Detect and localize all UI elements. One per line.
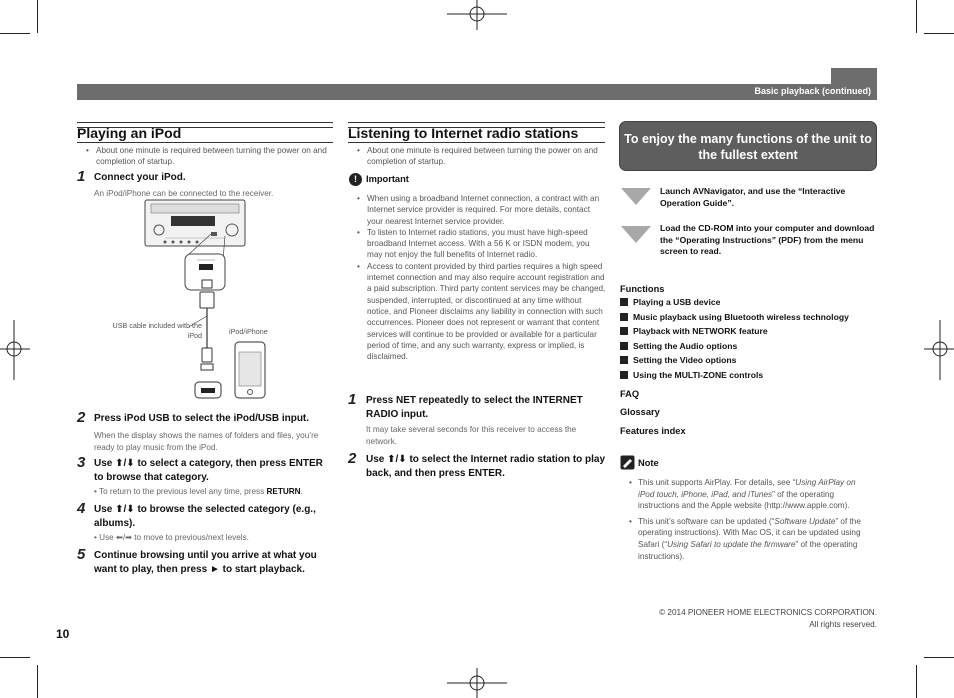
step-desc: An iPod/iPhone can be connected to the receiver. (94, 189, 274, 198)
left-right-arrows-icon: ⬅/➡ (116, 533, 132, 542)
step-text (94, 457, 332, 484)
functions-label: Functions (620, 284, 665, 294)
step-text-part: to browse the selected category (e.g., albums). (94, 504, 316, 529)
step-number: 2 (348, 450, 357, 467)
note-icon (620, 455, 635, 470)
function-item: Music playback using Bluetooth wireless technology (620, 310, 876, 325)
copyright-text: © 2014 PIONEER HOME ELECTRONICS CORPORATION. (659, 608, 877, 617)
header-band (77, 84, 877, 100)
header-tab (831, 68, 877, 85)
step-text-part: Use (94, 458, 113, 469)
step-text (366, 453, 606, 480)
note-item (629, 516, 873, 562)
arrow-down-icon (621, 188, 651, 205)
note-item (629, 477, 873, 512)
up-down-arrows-icon: ⬆/⬇ (115, 458, 135, 469)
step-desc-part: Use (99, 533, 114, 542)
note-text-italic: Using AirPlay on iPod touch, iPhone, iPad, and iTunes (638, 478, 856, 499)
features-index-label: Features index (620, 426, 686, 436)
function-item: Playing a USB device (620, 295, 876, 310)
step-number: 1 (77, 168, 86, 185)
step-desc: When the display shows the names of folders and files, you’re ready to play music from the iPod. (94, 431, 319, 452)
ipod-label: iPod/iPhone (229, 327, 268, 336)
step-text (94, 503, 334, 530)
important-label: Important (366, 174, 409, 184)
note-text-italic: Software Update (774, 516, 836, 526)
crop-mark (916, 0, 917, 33)
crop-mark (0, 657, 30, 658)
intro-text: • About one minute is required between turning the power on and completion of startup. (86, 145, 331, 168)
enjoy-item: Launch AVNavigator, and use the “Interactive Operation Guide”. (660, 186, 846, 208)
intro-text: • About one minute is required between turning the power on and completion of startup. (357, 145, 603, 168)
enjoy-banner (620, 122, 876, 170)
step-text-part: Use (94, 504, 113, 515)
function-item: Setting the Video options (620, 353, 876, 368)
crop-mark (0, 33, 30, 34)
important-icon: ! (349, 173, 362, 186)
step-desc-part: . (300, 487, 303, 496)
glossary-label: Glossary (620, 407, 660, 417)
enjoy-item: Load the CD-ROM into your computer and download the “Operating Instructions” (PDF) from the menu screen to read. (660, 223, 875, 256)
up-down-arrows-icon: ⬆/⬇ (387, 454, 407, 465)
important-item: • When using a broadband Internet connection, a contract with an Internet service provider is required. For more details, contact your nearest Internet service provider. (357, 193, 607, 227)
step-text-part: to select a category, then press ENTER to browse that category. (94, 458, 323, 483)
usb-cable-label: USB cable included with the iPod (112, 321, 202, 340)
function-item: Using the MULTI-ZONE controls (620, 368, 876, 383)
step-desc: • Use ⬅/➡ to move to previous/next levels. (94, 533, 249, 542)
page-number: 10 (56, 627, 70, 641)
arrow-down-icon (621, 226, 651, 243)
important-item: • To listen to Internet radio stations, you must have high-speed broadband Internet access. With a 56 K or ISDN modem, you may not enjoy the full benefits of Internet radio. (357, 227, 607, 261)
connection-diagram (115, 198, 275, 406)
intro-note (86, 145, 331, 168)
copyright (659, 607, 877, 631)
crop-mark (37, 0, 38, 33)
up-down-arrows-icon: ⬆/⬇ (115, 504, 135, 515)
note-text: ” of the operating instructions and the Apple website (http://www.apple.com). (638, 489, 850, 511)
note-label: Note (638, 458, 659, 468)
note-text: ” of the operating instructions). With Mac OS, it can be updated using Safari (“ (638, 516, 861, 549)
crop-mark (916, 665, 917, 698)
crop-mark (924, 657, 954, 658)
registration-mark (0, 320, 30, 380)
step-desc-part: to move to previous/next levels. (134, 533, 249, 542)
section-title: Basic playback (continued) (754, 86, 871, 96)
registration-mark (924, 320, 954, 380)
return-key-label: RETURN (266, 487, 301, 496)
step-text: Press NET repeatedly to select the INTERNET RADIO input. (366, 395, 583, 420)
registration-mark (447, 668, 507, 698)
step-number: 2 (77, 409, 86, 426)
title-underline (348, 142, 605, 143)
faq-label: FAQ (620, 389, 640, 399)
note-text: ” of the operating instructions). (638, 539, 858, 561)
step-text: Connect your iPod. (94, 172, 186, 183)
important-list (357, 193, 607, 362)
step-desc: • To return to the previous level any time, press RETURN. (94, 487, 303, 496)
note-text: This unit’s software can be updated (“ (638, 516, 775, 526)
step-text: Press iPod USB to select the iPod/USB input. (94, 413, 310, 424)
step-text: Continue browsing until you arrive at what you want to play, then press ► to start playback. (94, 550, 317, 575)
crop-mark (924, 33, 954, 34)
step-number: 4 (77, 500, 86, 517)
important-item: • Access to content provided by third parties requires a high speed internet connection and may also require account registration and a paid subscription. Third party content services may be changed, suspended, interrupted, or discontinued at any time without notice, and Pioneer disclaims any liability in connection with such occurrences. Pioneer does not represent or warrant that content services will continue to be provided or available for a particular period of time, and any such warranty, express or implied, is disclaimed. (357, 261, 607, 363)
step-desc-part: To return to the previous level any time, press (99, 487, 265, 496)
note-text: This unit supports AirPlay. For details, see “ (638, 478, 796, 487)
function-item: Playback with NETWORK feature (620, 324, 876, 339)
functions-list (620, 295, 876, 382)
rights-text: All rights reserved. (809, 620, 877, 629)
section-heading-radio: Listening to Internet radio stations (348, 125, 579, 141)
step-text-part: to select the Internet radio station to play back, and then press ENTER. (366, 454, 606, 479)
crop-mark (37, 665, 38, 698)
title-underline (77, 142, 333, 143)
registration-mark (447, 0, 507, 30)
step-desc: It may take several seconds for this receiver to access the network. (366, 425, 577, 446)
intro-note (357, 145, 603, 168)
note-list (629, 477, 873, 566)
step-number: 3 (77, 454, 86, 471)
function-item: Setting the Audio options (620, 339, 876, 354)
note-text-italic: Using Safari to update the firmware (667, 539, 796, 549)
enjoy-title: To enjoy the many functions of the unit to the fullest extent (624, 132, 872, 162)
step-number: 5 (77, 546, 86, 563)
step-text-part: Use (366, 454, 385, 465)
step-number: 1 (348, 391, 357, 408)
section-heading-ipod: Playing an iPod (77, 125, 182, 141)
